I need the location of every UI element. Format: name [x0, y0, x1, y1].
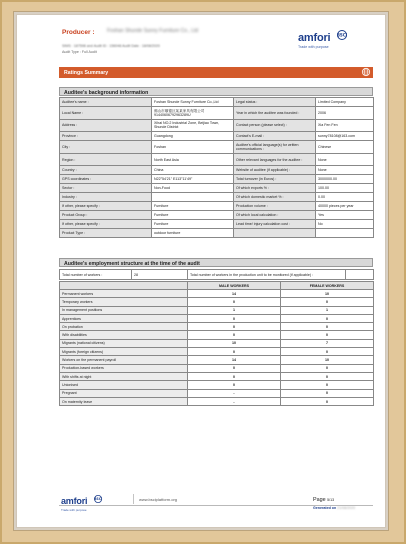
- amfori-bsci-logo: [298, 28, 353, 49]
- female-count: 1: [281, 306, 374, 314]
- generated-date: 21/08/2020: [337, 506, 356, 510]
- background-label: Region :: [60, 153, 152, 166]
- background-value: None: [316, 153, 374, 166]
- background-value: Furniture: [152, 211, 234, 220]
- background-row: [60, 98, 374, 107]
- background-label: Contact person (please select) :: [234, 119, 316, 132]
- audit-meta-line2: Audit Type : Full Audit: [62, 50, 97, 54]
- background-row: [60, 193, 374, 202]
- background-label: Address :: [60, 119, 152, 132]
- employment-row: [60, 364, 374, 372]
- female-count: 0: [281, 372, 374, 380]
- background-row: [60, 153, 374, 166]
- background-label: Total turnover (in Euros) :: [234, 175, 316, 184]
- background-label: Of which domestic market % :: [234, 193, 316, 202]
- male-count: 1: [188, 306, 281, 314]
- background-row: [60, 175, 374, 184]
- female-count: 0: [281, 364, 374, 372]
- producer-label: Producer :: [62, 29, 95, 36]
- female-count: 0: [281, 348, 374, 356]
- background-value: 3000000.00: [316, 175, 374, 184]
- male-count: -: [188, 397, 281, 405]
- footer-rule: [59, 505, 373, 506]
- background-row: [60, 211, 374, 220]
- employment-row: [60, 339, 374, 347]
- background-label: Production volume :: [234, 202, 316, 211]
- background-label: If other, please specify :: [60, 220, 152, 229]
- employment-breakdown-table: [59, 281, 374, 406]
- background-row: [60, 202, 374, 211]
- male-count: -: [188, 389, 281, 397]
- background-value: Limited Company: [316, 98, 374, 107]
- background-value: 0.00: [316, 193, 374, 202]
- employment-section-title: Auditee's employment structure at the time of the audit: [64, 260, 200, 267]
- background-label: Other relevant languages for the auditee :: [234, 153, 316, 166]
- employment-row: [60, 389, 374, 397]
- background-value: Non-Food: [152, 184, 234, 193]
- background-value: No: [316, 220, 374, 229]
- employment-category: Temporary workers: [60, 298, 188, 306]
- document-page: [17, 15, 385, 527]
- employment-category: On probation: [60, 323, 188, 331]
- brand-word: amfori: [298, 32, 331, 44]
- employment-category: In management positions: [60, 306, 188, 314]
- employment-row: [60, 356, 374, 364]
- generated-on: [313, 506, 355, 510]
- globe-icon: [361, 67, 371, 77]
- background-section-bar: [59, 87, 373, 96]
- male-count: 0: [188, 364, 281, 372]
- background-value: Yes: [316, 211, 374, 220]
- background-label: Local Name :: [60, 107, 152, 120]
- background-label: Product Group :: [60, 211, 152, 220]
- background-value: North East Asia: [152, 153, 234, 166]
- male-count: 0: [188, 381, 281, 389]
- background-label: Auditee's name :: [60, 98, 152, 107]
- page-label: Page: [313, 497, 326, 503]
- employment-category: Migrants (national citizens): [60, 339, 188, 347]
- background-label: Legal status :: [234, 98, 316, 107]
- background-label: Contact's E-mail :: [234, 132, 316, 141]
- footer-brand-word: amfori: [61, 496, 88, 506]
- background-section-title: Auditee's background information: [64, 89, 149, 96]
- footer-bsci-badge-icon: [94, 495, 107, 503]
- background-row: [60, 184, 374, 193]
- page-number-value: 5/13: [327, 498, 335, 502]
- background-label: [234, 229, 316, 238]
- employment-row: [60, 348, 374, 356]
- background-row: [60, 119, 374, 132]
- female-workers-header: FEMALE WORKERS: [281, 282, 374, 290]
- background-label: City :: [60, 141, 152, 154]
- employment-row: [60, 381, 374, 389]
- employment-category: Pregnant: [60, 389, 188, 397]
- employment-category: Workers on the permanent payroll: [60, 356, 188, 364]
- male-count: 0: [188, 348, 281, 356]
- background-value: None: [316, 166, 374, 175]
- bsci-text: BSCI: [336, 32, 348, 38]
- employment-category: On maternity leave: [60, 397, 188, 405]
- ratings-summary-bar: [59, 67, 373, 78]
- monitored-workers-value: [346, 270, 374, 280]
- background-label: Sector :: [60, 184, 152, 193]
- background-value: 佛山市顺德区某某家具有限公司 91440606792963289U: [152, 107, 234, 120]
- female-count: 7: [281, 339, 374, 347]
- employment-row: [60, 397, 374, 405]
- background-table: [59, 97, 374, 238]
- employment-category: With disabilities: [60, 331, 188, 339]
- producer-name: Foshan Shunde Sunny Furniture Co., Ltd: [107, 28, 199, 34]
- background-label: Year in which the auditee was founded :: [234, 107, 316, 120]
- background-value: China: [152, 166, 234, 175]
- employment-row: [60, 298, 374, 306]
- background-value: Foshan Shunde Sunny Furniture Co.,Ltd: [152, 98, 234, 107]
- background-label: Of which exports % :: [234, 184, 316, 193]
- male-workers-header: MALE WORKERS: [188, 282, 281, 290]
- background-row: [60, 141, 374, 154]
- page-number: [313, 497, 334, 503]
- footer-bsci-text: BSCI: [93, 497, 102, 502]
- male-count: 0: [188, 323, 281, 331]
- monitored-workers-label: Total number of workers in the production unit to be monitored (if applicable) :: [188, 270, 346, 280]
- background-value: Furniture: [152, 220, 234, 229]
- background-label: Industry :: [60, 193, 152, 202]
- footer-amfori-logo: [61, 491, 107, 512]
- background-row: [60, 132, 374, 141]
- background-label: Auditee's official language(s) for written communications :: [234, 141, 316, 154]
- male-count: 10: [188, 339, 281, 347]
- background-label: GPS coordinates :: [60, 175, 152, 184]
- background-row: [60, 107, 374, 120]
- background-row: [60, 229, 374, 238]
- employment-category: Production-based workers: [60, 364, 188, 372]
- female-count: 0: [281, 331, 374, 339]
- employment-category: Migrants (foreign citizens): [60, 348, 188, 356]
- female-count: 0: [281, 314, 374, 322]
- employment-category: With shifts at night: [60, 372, 188, 380]
- male-count: 0: [188, 372, 281, 380]
- background-label: If other, please specify :: [60, 202, 152, 211]
- background-value: Xia Fen Fen: [316, 119, 374, 132]
- brand-tagline: Trade with purpose: [298, 45, 329, 49]
- male-count: 0: [188, 298, 281, 306]
- background-label: Province :: [60, 132, 152, 141]
- background-value: outdoor furniture: [152, 229, 234, 238]
- background-value: Guangdong: [152, 132, 234, 141]
- employment-row: [60, 323, 374, 331]
- background-label: Lead time/ injury calculation cost :: [234, 220, 316, 229]
- female-count: 0: [281, 323, 374, 331]
- background-label: Country :: [60, 166, 152, 175]
- bsci-badge-icon: [337, 30, 353, 40]
- generated-label: Generated on: [313, 506, 337, 510]
- employment-header-blank: [60, 282, 188, 290]
- female-count: 0: [281, 389, 374, 397]
- male-count: 14: [188, 356, 281, 364]
- female-count: 0: [281, 298, 374, 306]
- employment-row: [60, 331, 374, 339]
- background-value: N22°54'21" E113°11'49": [152, 175, 234, 184]
- female-count: 0: [281, 397, 374, 405]
- footer-separator: [133, 494, 134, 504]
- background-value: Chinese: [316, 141, 374, 154]
- background-value: [316, 229, 374, 238]
- background-label: Website of auditee (if applicable) :: [234, 166, 316, 175]
- employment-section-bar: [59, 258, 373, 267]
- background-value: Foshan: [152, 141, 234, 154]
- background-value: 2006: [316, 107, 374, 120]
- background-value: Furniture: [152, 202, 234, 211]
- background-value: Xihai NO.2 Industrial Zone, Beijiao Town, Shunde District: [152, 119, 234, 132]
- employment-category: Apprentices: [60, 314, 188, 322]
- page-header: [17, 15, 385, 61]
- employment-summary-table: [59, 269, 374, 280]
- employment-row: [60, 306, 374, 314]
- female-count: 0: [281, 381, 374, 389]
- footer-url-link[interactable]: www.bsciplatform.org: [139, 497, 178, 502]
- employment-category: Unionised: [60, 381, 188, 389]
- background-row: [60, 166, 374, 175]
- female-count: 10: [281, 356, 374, 364]
- male-count: 0: [188, 331, 281, 339]
- footer-brand-tagline: Trade with purpose: [61, 508, 87, 512]
- female-count: 10: [281, 290, 374, 298]
- audit-meta-line1: SIMS : 187598 and Audit ID : 156048 Audit Date : 18/08/2020: [62, 44, 160, 48]
- background-value: sunny78108@163.com: [316, 132, 374, 141]
- employment-summary-row: [60, 270, 374, 280]
- background-value: 100.00: [316, 184, 374, 193]
- background-value: [152, 193, 234, 202]
- male-count: 0: [188, 314, 281, 322]
- ratings-summary-title: Ratings Summary: [64, 69, 109, 76]
- employment-row: [60, 290, 374, 298]
- employment-category: Permanent workers: [60, 290, 188, 298]
- background-label: Product Type :: [60, 229, 152, 238]
- background-row: [60, 220, 374, 229]
- background-label: Of which local calculation :: [234, 211, 316, 220]
- total-workers-value: 28: [132, 270, 188, 280]
- background-value: 40000 pieces per year: [316, 202, 374, 211]
- male-count: 14: [188, 290, 281, 298]
- employment-row: [60, 314, 374, 322]
- employment-row: [60, 372, 374, 380]
- employment-header-row: [60, 282, 374, 290]
- total-workers-label: Total number of workers :: [60, 270, 132, 280]
